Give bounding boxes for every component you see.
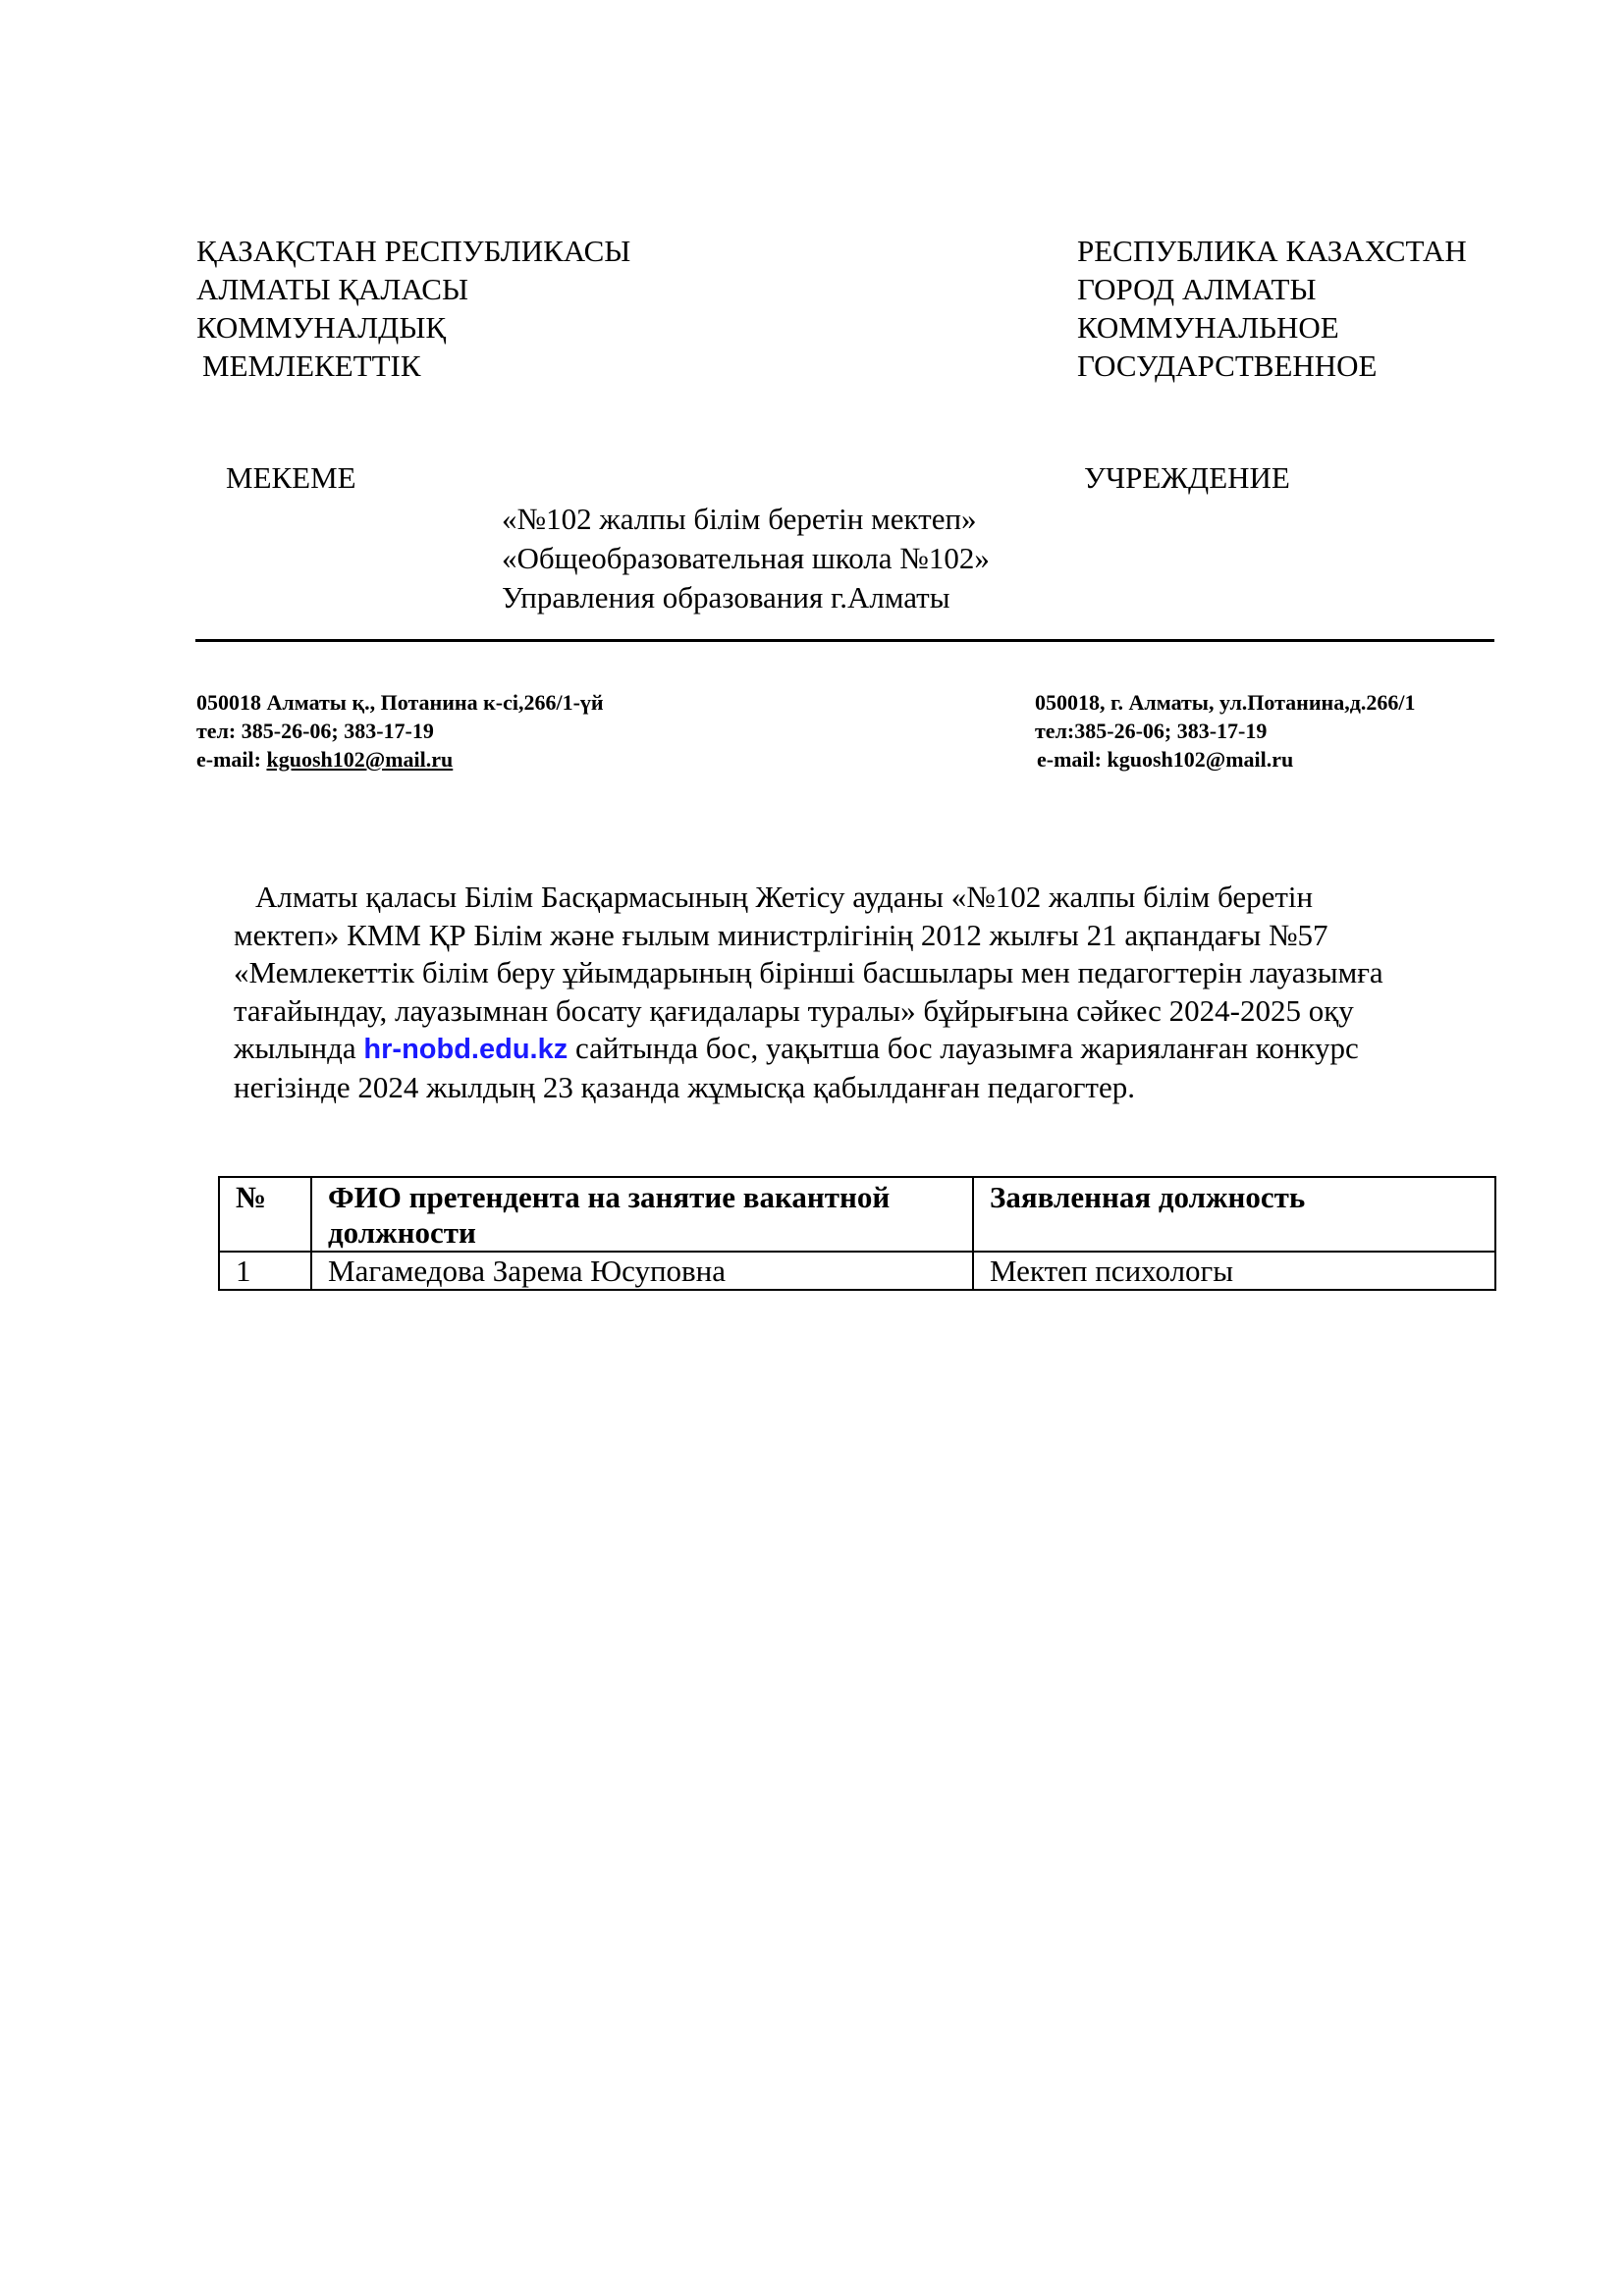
contact-left-email-label: e-mail:	[196, 747, 267, 772]
header-left-line-2: АЛМАТЫ ҚАЛАСЫ	[196, 272, 469, 306]
header-full-name: ФИО претендента на занятие вакантной должности	[311, 1177, 973, 1252]
body-paragraph	[234, 879, 1510, 1106]
body-line-5	[234, 1030, 1510, 1069]
body-line-5-before: жылында	[234, 1031, 364, 1065]
contacts-left	[196, 688, 604, 774]
cell-number: 1	[219, 1252, 311, 1290]
cell-full-name: Магамедова Зарема Юсуповна	[311, 1252, 973, 1290]
header-right-line-3: КОММУНАЛЬНОЕ	[1077, 310, 1339, 345]
table-header-row	[219, 1177, 1495, 1252]
header-left-line-4: МЕМЛЕКЕТТІК	[202, 348, 421, 383]
school-department: Управления образования г.Алматы	[502, 580, 950, 614]
table-row	[219, 1252, 1495, 1290]
contact-right-address: 050018, г. Алматы, ул.Потанина,д.266/1	[1035, 690, 1416, 715]
contact-right-email: e-mail: kguosh102@mail.ru	[1037, 747, 1294, 772]
header-right-line-2: ГОРОД АЛМАТЫ	[1077, 272, 1317, 306]
body-line-6: негізінде 2024 жылдың 23 қазанда жұмысқа қабылданған педагогтер.	[234, 1069, 1135, 1104]
school-name-kz: «№102 жалпы білім беретін мектеп»	[502, 502, 977, 536]
header-number: №	[219, 1177, 311, 1252]
header-right-line-4: ГОСУДАРСТВЕННОЕ	[1077, 348, 1378, 383]
body-line-1: Алматы қаласы Білім Басқармасының Жетісу ауданы «№102 жалпы білім беретін	[255, 880, 1314, 914]
header-divider	[195, 639, 1494, 642]
contacts-right	[1035, 688, 1415, 774]
header-right-block	[1077, 232, 1467, 385]
site-link[interactable]: hr-nobd.edu.kz	[363, 1034, 568, 1065]
body-line-4: тағайындау, лауазымнан босату қағидалары туралы» бұйрығына сәйкес 2024-2025 оқу	[234, 992, 1354, 1028]
header-right-line-1: РЕСПУБЛИКА КАЗАХСТАН	[1077, 234, 1467, 268]
header-left-line-1: ҚАЗАҚСТАН РЕСПУБЛИКАСЫ	[196, 234, 631, 268]
header-position: Заявленная должность	[973, 1177, 1495, 1252]
body-line-2: мектеп» КММ ҚР Білім және ғылым министрлігінің 2012 жылғы 21 ақпандағы №57	[234, 917, 1328, 952]
header-left-block	[196, 232, 630, 385]
school-name-block	[502, 500, 990, 617]
contact-left-address: 050018 Алматы қ., Потанина к-сі,266/1-үй	[196, 690, 604, 715]
body-line-5-after: сайтында бос, уақытша бос лауазымға жарияланған конкурс	[568, 1031, 1359, 1065]
contact-right-phone: тел:385-26-06; 383-17-19	[1035, 719, 1268, 743]
school-name-ru: «Общеобразовательная школа №102»	[502, 541, 990, 575]
candidates-table	[218, 1176, 1496, 1291]
contact-left-email-row	[196, 745, 604, 774]
contact-left-phone: тел: 385-26-06; 383-17-19	[196, 719, 434, 743]
contact-left-email-link[interactable]: kguosh102@mail.ru	[266, 747, 454, 772]
header-right-institution: УЧРЕЖДЕНИЕ	[1084, 460, 1290, 495]
header-left-institution: МЕКЕМЕ	[226, 460, 356, 495]
cell-position: Мектеп психологы	[973, 1252, 1495, 1290]
header-left-line-3: КОММУНАЛДЫҚ	[196, 310, 447, 345]
body-line-3: «Мемлекеттік білім беру ұйымдарының бірінші басшылары мен педагогтерін лауазымға	[234, 955, 1383, 989]
